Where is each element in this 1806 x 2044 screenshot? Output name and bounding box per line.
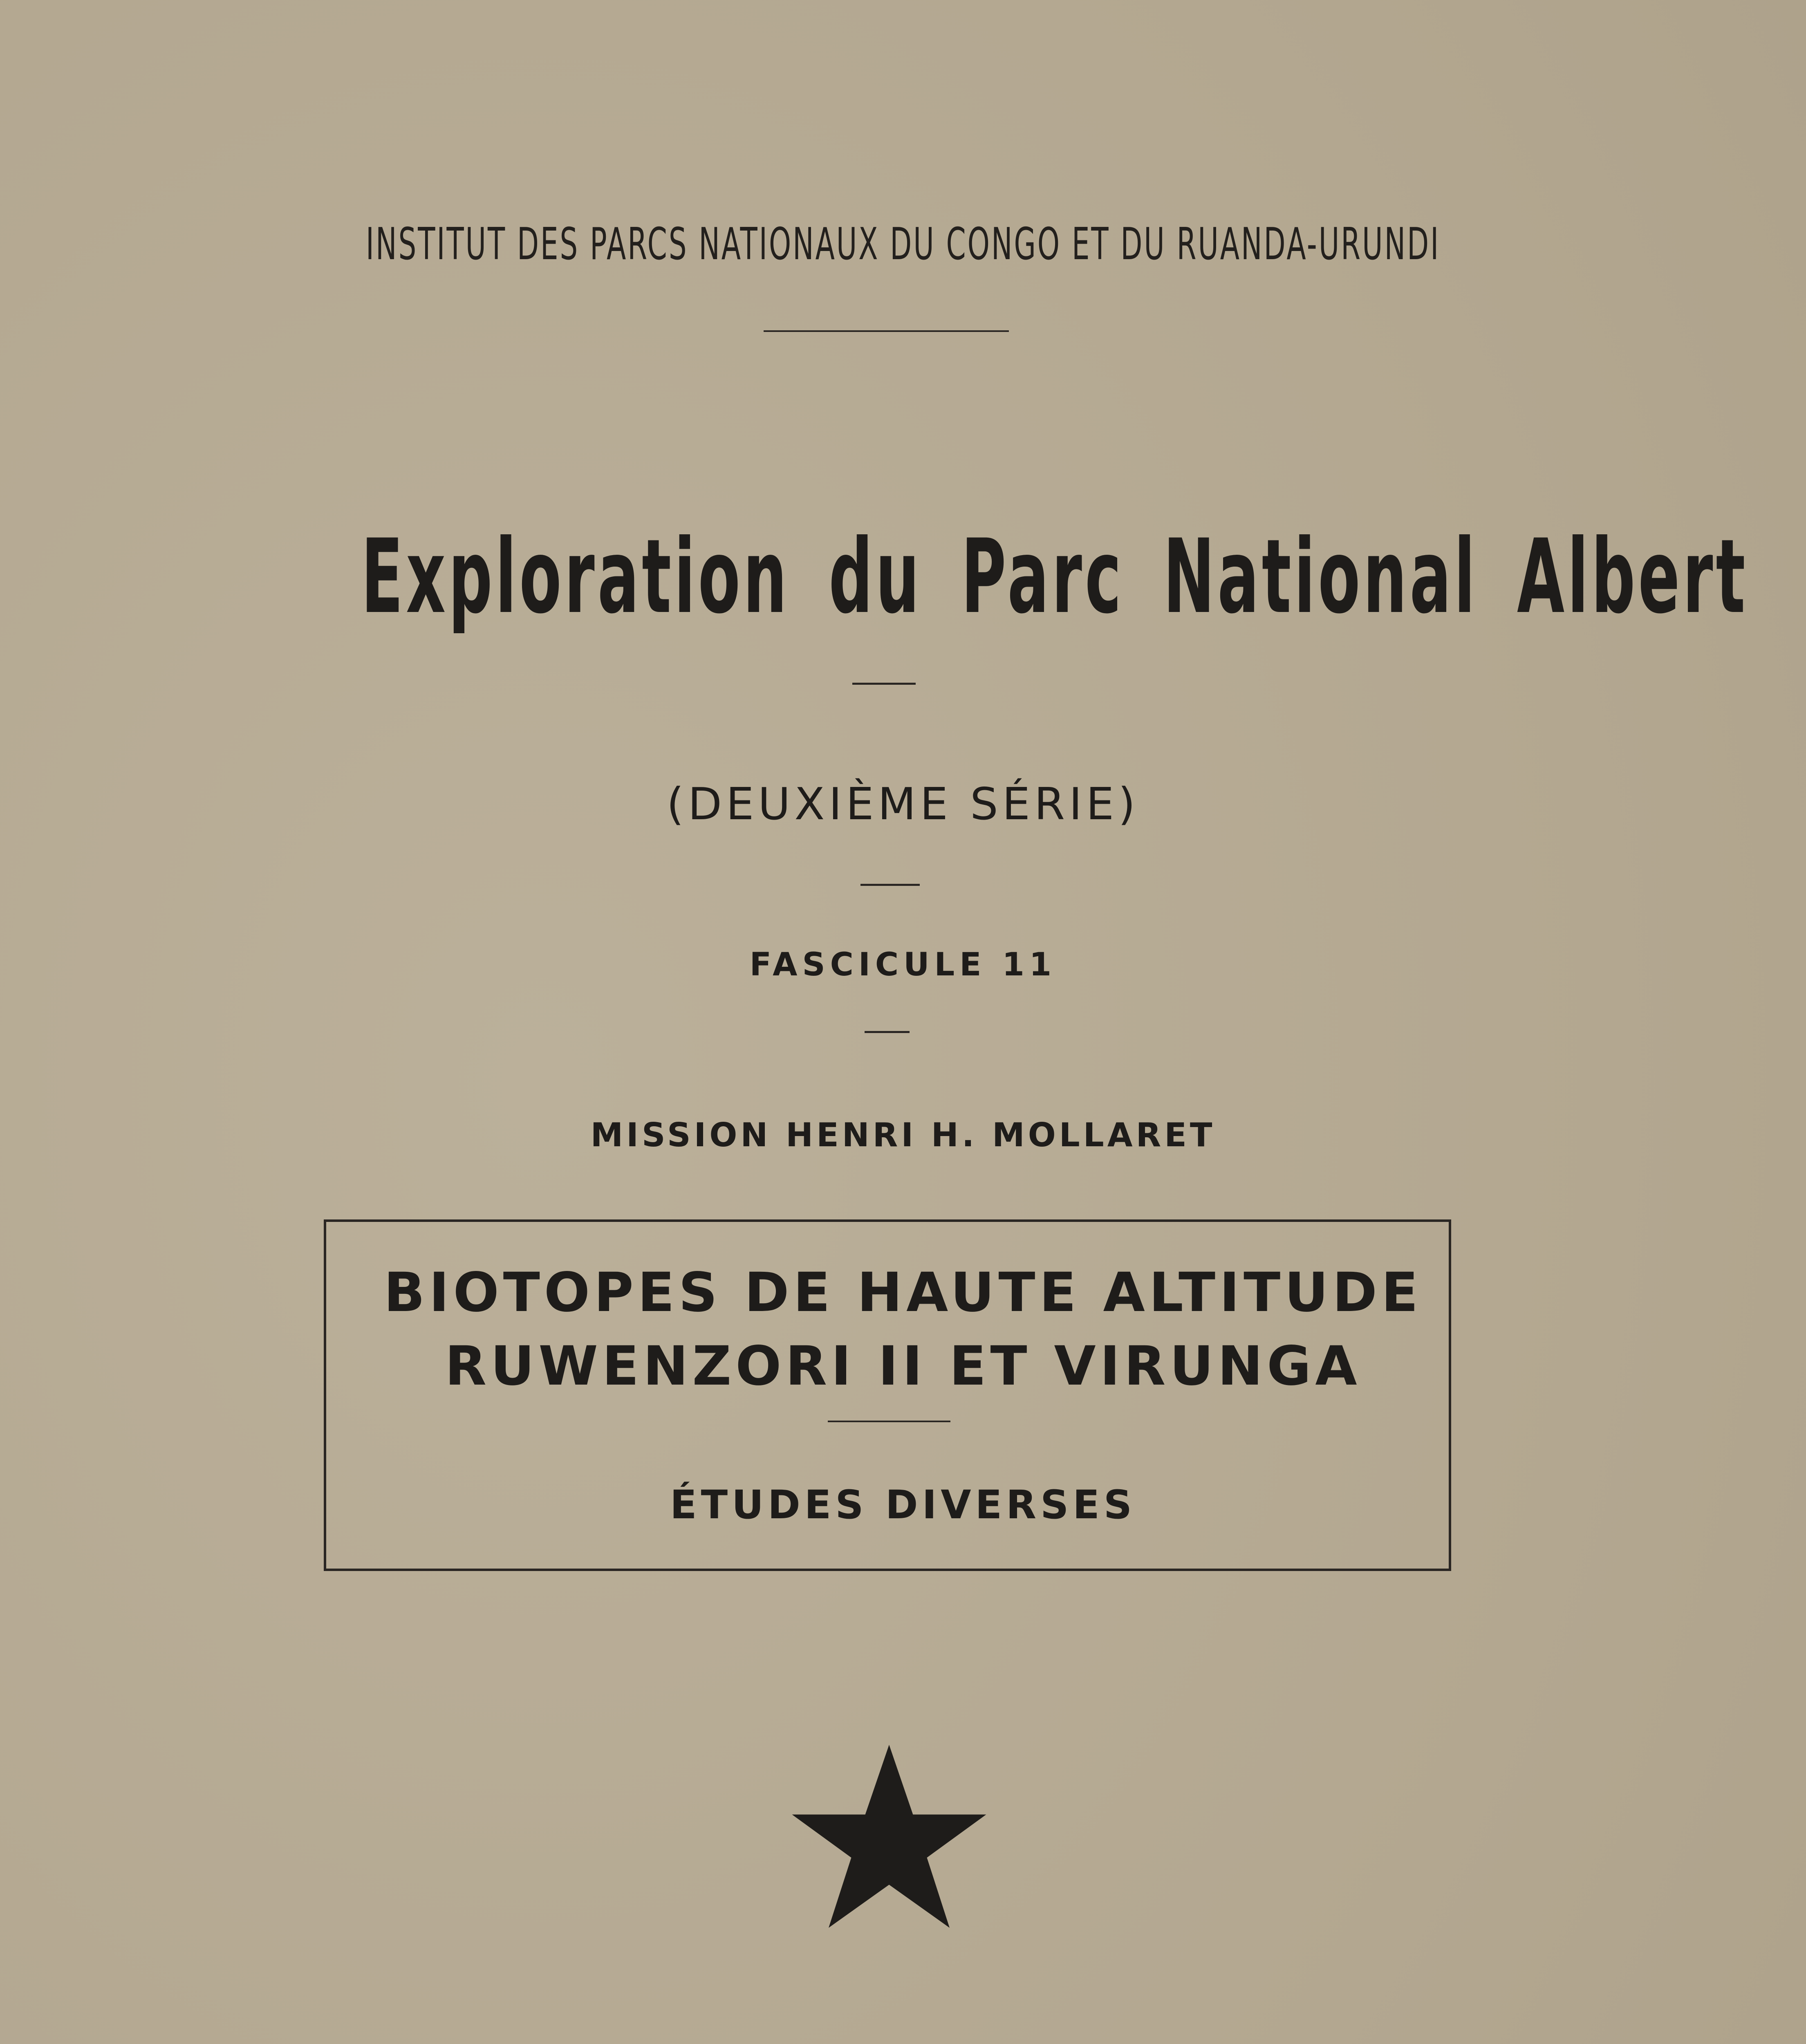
publisher-institute: INSTITUT DES PARCS NATIONAUX DU CONGO ET DU RUANDA-URUNDI bbox=[365, 219, 1441, 270]
series-title: Exploration du Parc National Albert bbox=[361, 517, 1748, 636]
series-number: (DEUXIÈME SÉRIE) bbox=[666, 779, 1140, 830]
star-icon bbox=[787, 1745, 991, 1937]
title-line-2: RUWENZORI II ET VIRUNGA bbox=[445, 1335, 1361, 1398]
subtitle: ÉTUDES DIVERSES bbox=[670, 1482, 1136, 1528]
divider-rule bbox=[764, 330, 1009, 332]
divider-rule bbox=[865, 1031, 910, 1033]
title-line-1: BIOTOPES DE HAUTE ALTITUDE bbox=[383, 1261, 1423, 1324]
fascicle-number: FASCICULE 11 bbox=[749, 946, 1057, 983]
mission-name: MISSION HENRI H. MOLLARET bbox=[590, 1116, 1216, 1154]
divider-rule bbox=[852, 683, 916, 685]
star-icon-shape bbox=[792, 1745, 986, 1928]
divider-rule bbox=[860, 884, 920, 886]
divider-rule bbox=[828, 1421, 950, 1422]
